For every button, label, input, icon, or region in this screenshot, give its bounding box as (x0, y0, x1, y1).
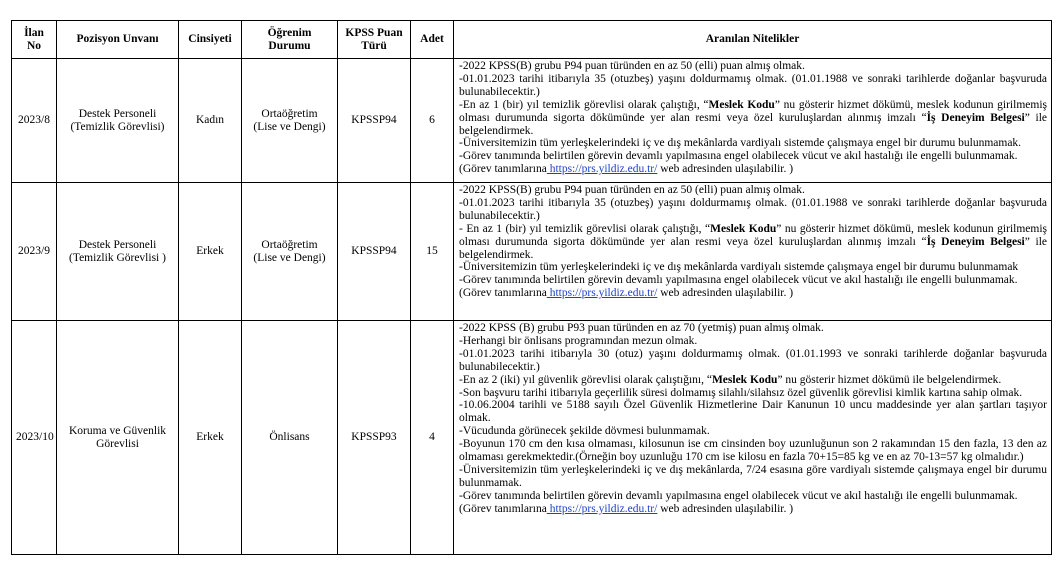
requirement-line: -Görev tanımında belirtilen görevin devamlı yapılmasına engel olabilecek vücut ve akıl hastalığı ile engelli bulunmamak. (459, 489, 1018, 502)
pozisyon-line: Destek Personeli (78, 238, 157, 251)
requirement-line: -En az 1 (bir) yıl temizlik görevlisi olarak çalıştığı, “Meslek Kodu” nu gösterir hizmet dökümü, meslek kodunun girilmemiş olması durumunda sigorta dökümünde yer alan resmi veya özel kuruluşlardan alınmış imzalı “İş Deneyim Belgesi” ile belgelendirmek. (459, 98, 1047, 137)
ogrenim-cell (242, 321, 338, 555)
header-pozisyon: Pozisyon Unvanı (57, 21, 179, 59)
header-kpss: KPSS Puan Türü (338, 21, 411, 59)
adet-cell: 4 (411, 321, 454, 555)
requirement-line: (Görev tanımlarına https://prs.yildiz.edu.tr/ web adresinden ulaşılabilir. ) (459, 502, 794, 515)
table-header-row (12, 21, 1052, 59)
requirement-line: -2022 KPSS (B) grubu P93 puan türünden en az 70 (yetmiş) puan almış olmak. (459, 322, 824, 334)
requirement-line: -Boyunun 170 cm den kısa olmaması, kilosunun ise cm cinsinden boy uzunluğunun son 2 rakamından 15 den fazla, 13 den az olmaması gerekmektedir.(Örneğin boy uzunluğu 170 cm ise kilosu en fazla 70+15=85 kg ve en az 70-13=57 kg olmalıdır.) (459, 438, 1047, 464)
nitelikler-cell (454, 59, 1052, 183)
requirement-line: -01.01.2023 tarihi itibarıyla 35 (otuzbeş) yaşını doldurmamış olmak. (01.01.1988 ve sonraki tarihlerde doğanlar başvuruda bulunabilecektir.) (459, 72, 1047, 98)
requirement-line: -Vücudunda görünecek şekilde dövmesi bulunmamak. (459, 425, 710, 438)
cinsiyet-cell: Erkek (179, 183, 242, 321)
header-nitelikler: Aranılan Nitelikler (454, 21, 1052, 59)
pozisyon-cell (57, 321, 179, 555)
cinsiyet-cell: Kadın (179, 59, 242, 183)
is-deneyim-belgesi-bold: İş Deneyim Belgesi (926, 235, 1025, 248)
meslek-kodu-bold: Meslek Kodu (708, 98, 775, 111)
ilan-no-cell: 2023/9 (12, 183, 57, 321)
nitelikler-cell (454, 321, 1052, 555)
meslek-kodu-bold: Meslek Kodu (711, 373, 778, 386)
requirement-line: -2022 KPSS(B) grubu P94 puan türünden en az 50 (elli) puan almış olmak. (459, 60, 805, 72)
requirement-line: -Görev tanımında belirtilen görevin devamlı yapılmasına engel olabilecek vücut ve akıl hastalığı ile engelli bulunmamak. (459, 150, 1018, 163)
ogrenim-line: (Lise ve Dengi) (253, 251, 326, 264)
ogrenim-line: Ortaöğretim (261, 107, 318, 120)
ilan-no-cell: 2023/8 (12, 59, 57, 183)
table-row (12, 59, 1052, 183)
pozisyon-line: (Temizlik Görevlisi) (70, 120, 165, 133)
gorev-tanimlari-link[interactable]: https://prs.yildiz.edu.tr/ (546, 287, 658, 300)
requirement-line: -10.06.2004 tarihli ve 5188 sayılı Özel Güvenlik Hizmetlerine Dair Kanunun 10 uncu maddesinde yer alan şartları taşıyor olmak. (459, 399, 1047, 425)
requirement-line: (Görev tanımlarına https://prs.yildiz.edu.tr/ web adresinden ulaşılabilir. ) (459, 287, 794, 300)
kpss-cell: KPSSP93 (338, 321, 411, 555)
requirement-line: -01.01.2023 tarihi itibarıyla 30 (otuz) yaşını doldurmamış olmak. (01.01.1993 ve sonraki tarihlerde doğanlar başvuruda bulunabilecektir.) (459, 347, 1047, 373)
header-adet: Adet (411, 21, 454, 59)
pozisyon-line: (Temizlik Görevlisi ) (69, 251, 166, 264)
table-row (12, 183, 1052, 321)
pozisyon-cell (57, 183, 179, 321)
requirement-line: -Üniversitemizin tüm yerleşkelerindeki iç ve dış mekânlarda vardiyalı sistemde çalışmaya engel bir durumu bulunmamak (459, 261, 1019, 274)
requirement-line: (Görev tanımlarına https://prs.yildiz.edu.tr/ web adresinden ulaşılabilir. ) (459, 163, 794, 176)
ogrenim-line: Ortaöğretim (261, 238, 318, 251)
nitelikler-cell (454, 183, 1052, 321)
ilan-no-cell: 2023/10 (12, 321, 57, 555)
gorev-tanimlari-link[interactable]: https://prs.yildiz.edu.tr/ (546, 502, 658, 515)
ogrenim-cell (242, 183, 338, 321)
ogrenim-cell (242, 59, 338, 183)
kpss-cell: KPSSP94 (338, 183, 411, 321)
table-row (12, 321, 1052, 555)
adet-cell: 15 (411, 183, 454, 321)
requirement-line: -2022 KPSS(B) grubu P94 puan türünden en az 50 (elli) puan almış olmak. (459, 184, 805, 196)
pozisyon-line: Koruma ve Güvenlik (68, 424, 167, 437)
adet-cell: 6 (411, 59, 454, 183)
requirement-line: - En az 1 (bir) yıl temizlik görevlisi olarak çalıştığı, “Meslek Kodu” nu gösterir hizmet dökümü, meslek kodunun girilmemiş olması durumunda sigorta dökümünde yer alan resmi veya özel kuruluşlardan alınmış imzalı “İş Deneyim Belgesi” ile belgelendirmek. (459, 222, 1048, 261)
ogrenim-line: Önlisans (269, 431, 310, 444)
requirement-line: -Görev tanımında belirtilen görevin devamlı yapılmasına engel olabilecek vücut ve akıl hastalığı ile engelli bulunmamak. (459, 274, 1018, 287)
requirement-line: -Herhangi bir önlisans programından mezun olmak. (459, 334, 698, 347)
pozisyon-cell (57, 59, 179, 183)
kpss-cell: KPSSP94 (338, 59, 411, 183)
job-postings-table (11, 20, 1052, 555)
header-cinsiyet: Cinsiyeti (179, 21, 242, 59)
header-ogrenim: Öğrenim Durumu (242, 21, 338, 59)
pozisyon-line: Görevlisi (96, 437, 139, 450)
requirement-line: -En az 2 (iki) yıl güvenlik görevlisi olarak çalıştığını, “Meslek Kodu” nu gösterir hizmet dökümü ile belgelendirmek. (459, 373, 1002, 386)
pozisyon-line: Destek Personeli (78, 107, 157, 120)
requirement-line: -Üniversitemizin tüm yerleşkelerindeki iç ve dış mekânlarda, 7/24 esasına göre vardiyalı sistemde çalışmaya engel bir durumu bulunmamak. (459, 463, 1047, 489)
requirement-line: -Üniversitemizin tüm yerleşkelerindeki iç ve dış mekânlarda vardiyalı sistemde çalışmaya engel bir durumu bulunmamak. (459, 137, 1022, 150)
requirement-line: -Son başvuru tarihi itibarıyla geçerlilik süresi dolmamış silahlı/silahsız özel güvenlik görevlisi kimlik kartına sahip olmak. (459, 386, 1023, 399)
requirement-line: -01.01.2023 tarihi itibarıyla 35 (otuzbeş) yaşını doldurmamış olmak. (01.01.1988 ve sonraki tarihlerde doğanlar başvuruda bulunabilecektir.) (459, 196, 1047, 222)
gorev-tanimlari-link[interactable]: https://prs.yildiz.edu.tr/ (546, 163, 658, 176)
cinsiyet-cell: Erkek (179, 321, 242, 555)
is-deneyim-belgesi-bold: İş Deneyim Belgesi (926, 111, 1025, 124)
ogrenim-line: (Lise ve Dengi) (253, 120, 326, 133)
header-ilan-no: İlan No (12, 21, 57, 59)
meslek-kodu-bold: Meslek Kodu (710, 222, 777, 235)
